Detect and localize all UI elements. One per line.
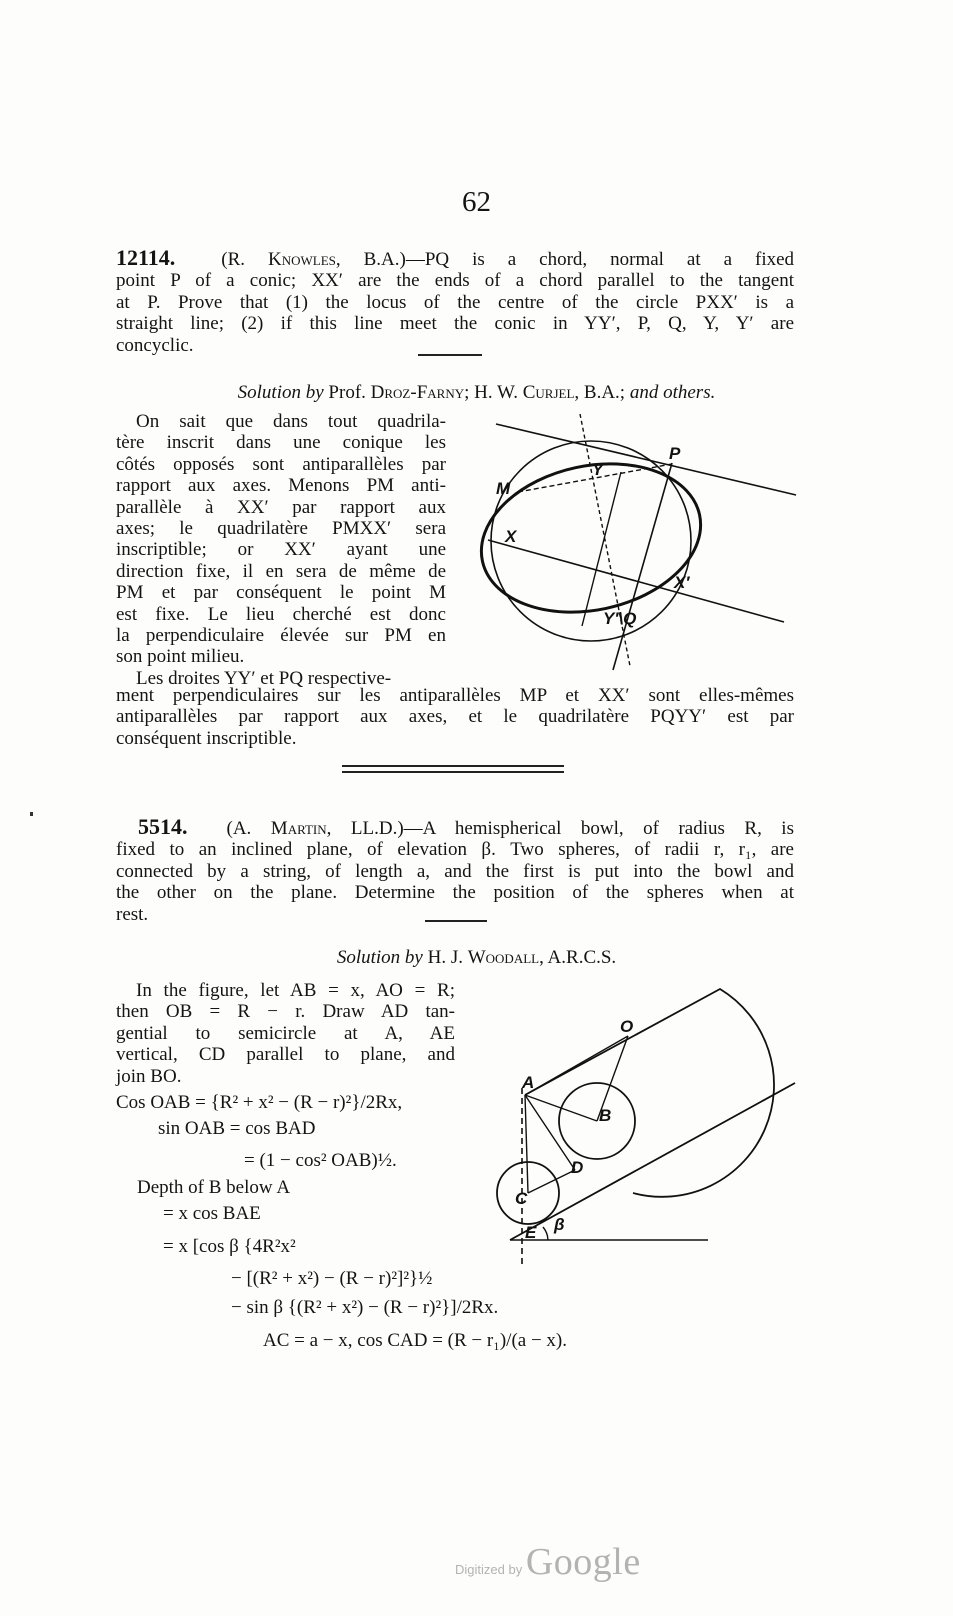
problem-first-line: 12114. (R. Knowles, B.A.)—PQ is a chord, normal at a fixed bbox=[116, 245, 795, 270]
depth-heading: Depth of B below A bbox=[137, 1177, 291, 1198]
beta-arc bbox=[543, 1227, 548, 1240]
equation-sin-oab: sin OAB = cos BAD bbox=[158, 1118, 316, 1139]
chord-yy bbox=[582, 472, 621, 626]
perpendicular-bisector bbox=[580, 414, 630, 666]
problem-line: point P of a conic; XX′ are the ends of a chord parallel to the tangent bbox=[116, 270, 794, 292]
double-rule-top bbox=[342, 765, 564, 767]
equation-depth-3: − [(R² + x²) − (R − r)²]²}½ bbox=[231, 1268, 433, 1289]
label-p: P bbox=[669, 444, 681, 463]
label-x-prime: X′ bbox=[674, 573, 690, 592]
problem-number: 5514. bbox=[138, 814, 188, 839]
double-rule-bottom bbox=[342, 771, 564, 773]
equation-depth-2: = x [cos β {4R²x² bbox=[163, 1236, 296, 1257]
equation-cos-oab: Cos OAB = {R² + x² − (R − r)²}/2Rx, bbox=[116, 1092, 403, 1113]
problem-line: at P. Prove that (1) the locus of the centre of the circle PXX′ is a bbox=[116, 291, 794, 313]
solution-2-text: In the figure, let AB = x, AO = R; then OB = R − r. Draw AD tan- gential to semicircle at A, AE vertical, CD parallel to plane, and join BO. bbox=[116, 980, 455, 1087]
problem-line: straight line; (2) if this line meet the conic in YY′, P, Q, Y, Y′ are bbox=[116, 313, 794, 335]
label-beta: β bbox=[554, 1215, 565, 1234]
equation-ac: AC = a − x, cos CAD = (R − r₁)/(a − x). bbox=[263, 1330, 567, 1351]
line-ad bbox=[525, 1095, 575, 1170]
problem-line: fixed to an inclined plane, of elevation β. Two spheres, of radii r, r₁, are bbox=[116, 839, 794, 861]
line-ab bbox=[525, 1095, 597, 1121]
solution-byline-2: Solution by H. J. Woodall, A.R.C.S. bbox=[336, 947, 617, 968]
short-rule bbox=[425, 920, 487, 922]
solution-1-text-wide: ment perpendiculaires sur les antiparallèles MP et XX′ sont elles-mêmes antiparallèles par rapport aux axes, et le quadrilatère PQYY′ est par conséquent inscriptible. bbox=[116, 685, 794, 749]
label-y: Y bbox=[592, 460, 604, 479]
tangent-at-p bbox=[496, 424, 796, 495]
label-e: E bbox=[525, 1223, 537, 1242]
label-o: O bbox=[620, 1017, 634, 1036]
problem-12114 bbox=[116, 247, 794, 356]
author-name: Martin bbox=[270, 818, 327, 839]
short-rule bbox=[418, 354, 482, 356]
solution-byline-1: Solution by Prof. Droz-Farny; H. W. Curjel, B.A.; and others. bbox=[237, 382, 716, 403]
chord-pq bbox=[613, 463, 672, 670]
label-y-prime-q: Y′\Q bbox=[603, 609, 637, 628]
conic-figure bbox=[478, 408, 808, 678]
problem-number: 12114. bbox=[116, 245, 176, 270]
author-name: Knowles bbox=[267, 249, 336, 270]
bowl-figure bbox=[490, 980, 810, 1270]
problem-first-line: 5514. (A. Martin, LL.D.)—A hemispherical bowl, of radius R, is bbox=[138, 814, 794, 839]
problem-line: concyclic. bbox=[116, 334, 194, 356]
inclined-plane bbox=[510, 1083, 795, 1240]
equation-depth-1: = x cos BAE bbox=[163, 1203, 261, 1224]
stray-mark bbox=[30, 812, 33, 816]
line-ac bbox=[525, 1095, 528, 1193]
equation-depth-4: − sin β {(R² + x²) − (R − r)²}]/2Rx. bbox=[231, 1297, 499, 1318]
label-a: A bbox=[522, 1073, 535, 1092]
label-d: D bbox=[571, 1158, 584, 1177]
label-b: B bbox=[599, 1106, 612, 1125]
label-c: C bbox=[515, 1189, 528, 1208]
google-watermark: Digitized by Google bbox=[455, 1541, 641, 1583]
problem-line: rest. bbox=[116, 903, 149, 925]
label-x: X bbox=[505, 527, 517, 546]
solution-1-text: On sait que dans tout quadrila- tère inscrit dans une conique les côtés opposés sont antiparallèles par rapport aux axes. Menons PM anti- parallèle à XX′ par rapport aux axes; le quadrilatère PMXX′ sera inscriptible; or XX′ ayant une direction fixe, il en sera de même de PM et par conséquent le point M est fixe. Le lieu cherché est donc la perpendiculaire élevée sur PM en son point milieu. Les droites YY′ et PQ respective- bbox=[116, 411, 446, 689]
problem-line: the other on the plane. Determine the position of the spheres when at bbox=[116, 882, 794, 904]
problem-5514 bbox=[116, 816, 794, 925]
problem-line: connected by a string, of length a, and the first is put into the bowl and bbox=[116, 860, 794, 882]
equation-cos2: = (1 − cos² OAB)½. bbox=[244, 1150, 397, 1171]
hemispherical-bowl bbox=[525, 989, 774, 1197]
label-m: M bbox=[496, 479, 511, 498]
page-number: 62 bbox=[462, 186, 491, 218]
